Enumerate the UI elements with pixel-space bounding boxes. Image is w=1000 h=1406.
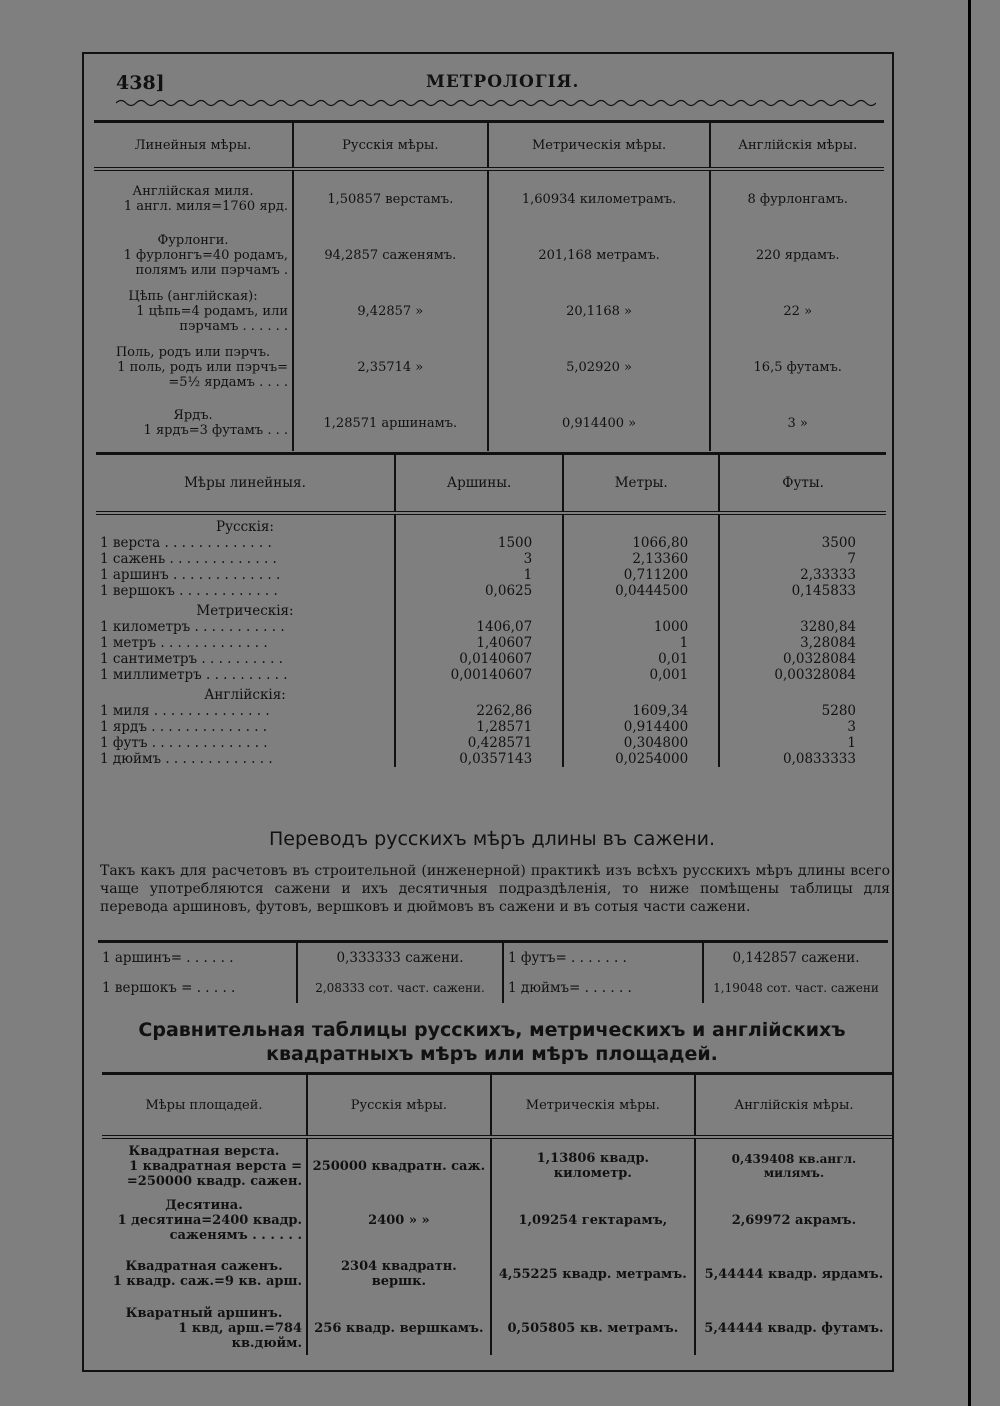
column-header: Англійскія мѣры.: [710, 122, 884, 170]
group-title: Метрическія:: [196, 603, 294, 619]
foot-value: 7: [719, 551, 886, 567]
arshin-value: 2262,86: [395, 703, 563, 719]
table-row: [102, 1193, 892, 1247]
metric-value: 1,09254 гектарамъ,: [491, 1193, 695, 1247]
column-header: Мѣры площадей.: [145, 1097, 263, 1113]
column-header: Русскія мѣры.: [307, 1074, 491, 1138]
column-header: Аршины.: [395, 454, 563, 514]
unit-name: 1 верста . . . . . . . . . . . . .: [100, 535, 272, 551]
english-value: 0,439408 кв.англ. милямъ.: [695, 1137, 892, 1193]
table-row: [102, 1137, 892, 1193]
metric-value: 4,55225 квадр. метрамъ.: [491, 1247, 695, 1301]
wavy-rule: [116, 98, 876, 108]
arshin-value: 1406,07: [395, 619, 563, 635]
table-row: [96, 635, 886, 651]
foot-value: 0,0328084: [719, 651, 886, 667]
meter-value: 1: [563, 635, 719, 651]
measure-name-cell: [94, 395, 293, 451]
meter-value: 1609,34: [563, 703, 719, 719]
table-header-row: [94, 122, 884, 170]
measure-title: Ярдъ.: [173, 408, 213, 423]
measure-title: Англійская миля.: [132, 184, 254, 199]
measure-name-cell: [94, 169, 293, 227]
metric-value: 1,60934 километрамъ.: [488, 169, 711, 227]
unit-name: 1 миллиметръ . . . . . . . . . .: [100, 667, 288, 683]
measure-name-cell: [102, 1301, 307, 1355]
foot-value: 0,145833: [719, 583, 886, 599]
table-row: [98, 942, 888, 974]
table-header-row: [96, 454, 886, 514]
unit-label: 1 аршинъ= . . . . . .: [102, 950, 234, 966]
measure-definition: 1 квд, арш.=784 кв.дюйм.: [178, 1320, 302, 1351]
measure-name-cell: [102, 1137, 307, 1193]
unit-label: 1 дюймъ= . . . . . .: [503, 973, 703, 1003]
measure-name-cell: [94, 339, 293, 395]
foot-value: 5280: [719, 703, 886, 719]
english-value: 16,5 футамъ.: [710, 339, 884, 395]
column-header: Метрическія мѣры.: [488, 122, 711, 170]
table-row: [94, 339, 884, 395]
group-header-row: [96, 599, 886, 619]
english-value: 2,69972 акрамъ.: [695, 1193, 892, 1247]
table-row: [96, 735, 886, 751]
group-title: Русскія:: [216, 519, 274, 535]
measure-title: Цѣпь (англійская):: [128, 288, 258, 304]
russian-value: 1,28571 аршинамъ.: [293, 395, 488, 451]
conversion-paragraph: Такъ какъ для расчетовъ въ строительной (инженерной) практикѣ изъ всѣхъ русскихъ мѣръ длины всего чаще употребляются сажени и ихъ десятичныя подраздѣленія, то ниже помѣщены таблицы для перевода аршиновъ, футовъ, вершковъ и дюймовъ въ сажени и въ сотыя части сажени.: [100, 863, 890, 915]
table-row: [96, 703, 886, 719]
scan-edge-line: [968, 0, 971, 1406]
meter-value: 1000: [563, 619, 719, 635]
english-value: 220 ярдамъ.: [710, 227, 884, 283]
russian-value: 2400 » »: [307, 1193, 491, 1247]
measure-name-cell: [94, 283, 293, 339]
russian-value: 2,35714 »: [293, 339, 488, 395]
table-row: [94, 395, 884, 451]
area-measures-table: [102, 1072, 892, 1355]
table-row: [96, 551, 886, 567]
measure-name-cell: [94, 227, 293, 283]
english-value: 8 фурлонгамъ.: [710, 169, 884, 227]
table-row: [96, 619, 886, 635]
table-row: [96, 567, 886, 583]
arshin-value: 0,0625: [395, 583, 563, 599]
russian-value: 1,50857 верстамъ.: [293, 169, 488, 227]
measure-definition: 1 цѣпь=4 родамъ, или пэрчамъ . . . . . .: [136, 303, 288, 334]
foot-value: 3500: [719, 535, 886, 551]
sazhen-value: 0,333333 сажени.: [297, 942, 503, 974]
measure-definition: 1 англ. миля=1760 ярд.: [123, 199, 288, 214]
measure-title: Десятина.: [165, 1197, 243, 1213]
measure-definition: 1 квадратная верста = =250000 квадр. сажен.: [126, 1158, 302, 1189]
meter-value: 2,13360: [563, 551, 719, 567]
table-row: [102, 1247, 892, 1301]
table-row: [98, 973, 888, 1003]
metric-value: 5,02920 »: [488, 339, 711, 395]
unit-name: 1 километръ . . . . . . . . . . .: [100, 619, 285, 635]
metric-value: 20,1168 »: [488, 283, 711, 339]
measure-definition: 1 квадр. саж.=9 кв. арш.: [112, 1274, 302, 1289]
area-section-title: Сравнительная таблицы русскихъ, метрическихъ и англійскихъ квадратныхъ мѣръ или мѣръ площадей.: [138, 1019, 846, 1065]
table-row: [94, 169, 884, 227]
measure-name-cell: [102, 1193, 307, 1247]
arshin-value: 0,0140607: [395, 651, 563, 667]
meter-value: 0,711200: [563, 567, 719, 583]
group-header-row: [96, 513, 886, 535]
sazhen-value: 2,08333 сот. част. сажени.: [297, 973, 503, 1003]
table-row: [96, 719, 886, 735]
group-title: Англійскія:: [204, 687, 286, 703]
foot-value: 3280,84: [719, 619, 886, 635]
measure-definition: 1 десятина=2400 квадр. саженямъ . . . . . .: [117, 1212, 302, 1243]
meter-value: 0,304800: [563, 735, 719, 751]
unit-label: 1 футъ= . . . . . . .: [503, 942, 703, 974]
unit-name: 1 дюймъ . . . . . . . . . . . . .: [100, 751, 273, 767]
column-header: Англійскія мѣры.: [695, 1074, 892, 1138]
foot-value: 0,00328084: [719, 667, 886, 683]
unit-name: 1 вершокъ . . . . . . . . . . . .: [100, 583, 278, 599]
table-row: [96, 651, 886, 667]
sazhen-value: 1,19048 сот. част. сажени: [703, 973, 888, 1003]
page-number: 438]: [116, 72, 165, 94]
english-value: 3 »: [710, 395, 884, 451]
meter-value: 0,0444500: [563, 583, 719, 599]
foot-value: 2,33333: [719, 567, 886, 583]
arshin-value: 1: [395, 567, 563, 583]
foot-value: 3: [719, 719, 886, 735]
russian-value: 94,2857 саженямъ.: [293, 227, 488, 283]
measure-title: Фурлонги.: [157, 232, 229, 248]
foot-value: 0,0833333: [719, 751, 886, 767]
table-row: [96, 751, 886, 767]
measure-title: Кваратный аршинъ.: [125, 1305, 283, 1321]
table-row: [94, 227, 884, 283]
meter-value: 1066,80: [563, 535, 719, 551]
english-value: 5,44444 квадр. ярдамъ.: [695, 1247, 892, 1301]
unit-label: 1 вершокъ = . . . . .: [102, 980, 236, 996]
sazhen-value: 0,142857 сажени.: [703, 942, 888, 974]
meter-value: 0,001: [563, 667, 719, 683]
meter-value: 0,914400: [563, 719, 719, 735]
column-header: Футы.: [719, 454, 886, 514]
column-header: Русскія мѣры.: [293, 122, 488, 170]
measure-definition: 1 поль, родъ или пэрчъ= =5½ ярдамъ . . . .: [117, 359, 288, 390]
linear-units-table: [96, 452, 886, 767]
arshin-value: 1500: [395, 535, 563, 551]
table-row: [102, 1301, 892, 1355]
meter-value: 0,01: [563, 651, 719, 667]
running-title: МЕТРОЛОГІЯ.: [426, 72, 580, 92]
table-row: [96, 667, 886, 683]
meter-value: 0,0254000: [563, 751, 719, 767]
foot-value: 1: [719, 735, 886, 751]
conversion-table: [98, 940, 888, 1003]
measure-definition: 1 ярдъ=3 футамъ . . .: [143, 423, 288, 438]
russian-value: 256 квадр. вершкамъ.: [307, 1301, 491, 1355]
page-header: [116, 72, 876, 98]
unit-name: 1 аршинъ . . . . . . . . . . . . .: [100, 567, 281, 583]
russian-value: 250000 квадратн. саж.: [307, 1137, 491, 1193]
english-value: 22 »: [710, 283, 884, 339]
column-header: Линейныя мѣры.: [134, 137, 252, 153]
unit-name: 1 ярдъ . . . . . . . . . . . . . .: [100, 719, 268, 735]
measure-name-cell: [102, 1247, 307, 1301]
group-header-row: [96, 683, 886, 703]
metric-value: 0,914400 »: [488, 395, 711, 451]
arshin-value: 1,28571: [395, 719, 563, 735]
measure-title: Квадратная саженъ.: [125, 1259, 283, 1274]
russian-value: 2304 квадратн. вершк.: [307, 1247, 491, 1301]
table-row: [94, 283, 884, 339]
measure-definition: 1 фурлонгъ=40 родамъ, полямъ или пэрчамъ .: [123, 247, 288, 278]
unit-name: 1 футъ . . . . . . . . . . . . . .: [100, 735, 268, 751]
unit-name: 1 сажень . . . . . . . . . . . . .: [100, 551, 277, 567]
arshin-value: 3: [395, 551, 563, 567]
russian-value: 9,42857 »: [293, 283, 488, 339]
arshin-value: 0,0357143: [395, 751, 563, 767]
linear-measures-table: [94, 120, 884, 451]
arshin-value: 1,40607: [395, 635, 563, 651]
metric-value: 0,505805 кв. метрамъ.: [491, 1301, 695, 1355]
measure-title: Квадратная верста.: [128, 1143, 280, 1159]
metric-value: 1,13806 квадр. километр.: [491, 1137, 695, 1193]
conversion-section-title: Переводъ русскихъ мѣръ длины въ сажени.: [269, 828, 715, 850]
measure-title: Поль, родъ или пэрчъ.: [115, 344, 271, 360]
unit-name: 1 миля . . . . . . . . . . . . . .: [100, 703, 270, 719]
english-value: 5,44444 квадр. футамъ.: [695, 1301, 892, 1355]
column-header: Метры.: [563, 454, 719, 514]
column-header: Мѣры линейныя.: [184, 475, 306, 491]
unit-name: 1 метръ . . . . . . . . . . . . .: [100, 635, 268, 651]
table-row: [96, 583, 886, 599]
arshin-value: 0,00140607: [395, 667, 563, 683]
metric-value: 201,168 метрамъ.: [488, 227, 711, 283]
table-header-row: [102, 1074, 892, 1138]
foot-value: 3,28084: [719, 635, 886, 651]
column-header: Метрическія мѣры.: [491, 1074, 695, 1138]
table-row: [96, 535, 886, 551]
arshin-value: 0,428571: [395, 735, 563, 751]
unit-name: 1 сантиметръ . . . . . . . . . .: [100, 651, 283, 667]
